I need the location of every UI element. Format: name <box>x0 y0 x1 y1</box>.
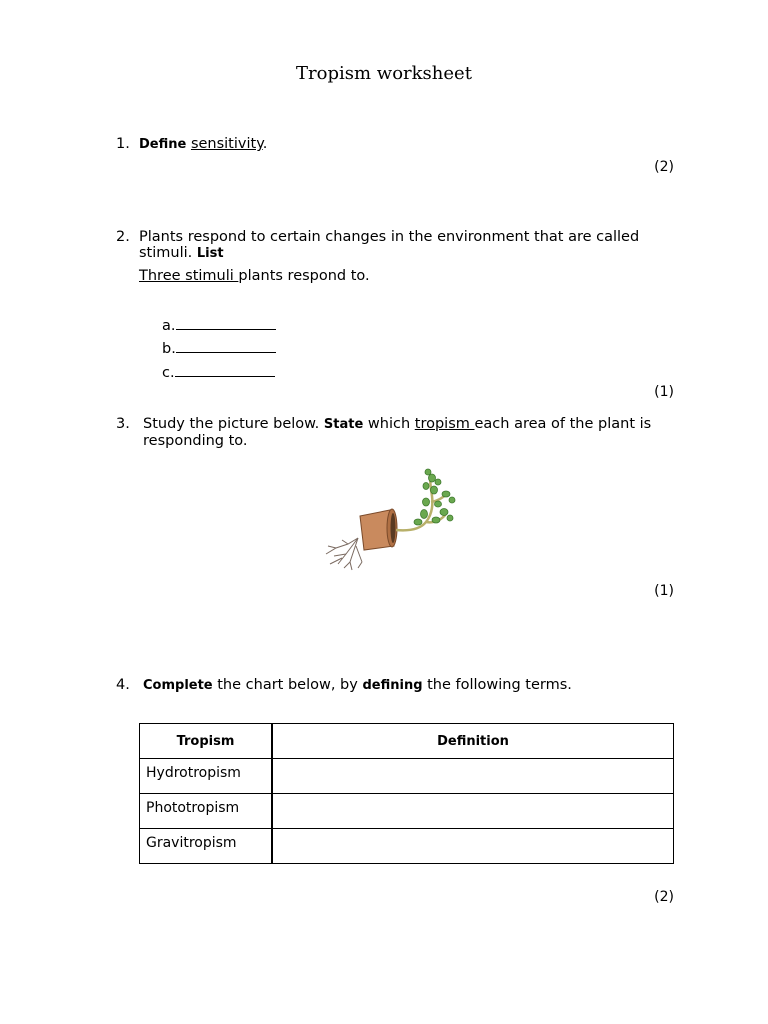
answer-line-b[interactable] <box>162 338 276 357</box>
answer-label-a: a. <box>162 318 176 334</box>
table-row <box>140 759 674 794</box>
roots-drawing <box>326 538 362 570</box>
q3-post: each area of the plant is <box>474 416 652 432</box>
table-row <box>140 794 674 829</box>
leaves-drawing <box>414 469 455 525</box>
table-row <box>140 829 674 864</box>
q2-line2: stimuli. <box>139 245 193 261</box>
table-header-row <box>140 724 674 759</box>
question-4-marks: (2) <box>654 889 674 905</box>
row-label-phototropism: Phototropism <box>140 794 273 829</box>
answer-line-c[interactable] <box>162 362 275 381</box>
q3-term: tropism <box>414 416 475 432</box>
q4-verb2: defining <box>362 678 423 693</box>
question-2-instruction <box>139 268 370 284</box>
question-1-text <box>139 136 267 152</box>
answer-label-c: c. <box>162 365 175 381</box>
question-3-marks: (1) <box>654 583 674 599</box>
question-1-marks: (2) <box>654 159 674 175</box>
q4-verb1: Complete <box>143 678 213 693</box>
page-title: Tropism worksheet <box>296 63 472 84</box>
q1-verb: Define <box>139 137 187 152</box>
header-tropism: Tropism <box>140 724 273 759</box>
plant-pot-image <box>318 466 463 574</box>
q3-mid: which <box>367 416 411 432</box>
answer-blank-b[interactable] <box>176 338 276 353</box>
q2-line1: Plants respond to certain changes in the environment that are called <box>139 229 640 245</box>
question-3-number: 3. <box>116 416 130 432</box>
question-2-marks: (1) <box>654 384 674 400</box>
header-definition: Definition <box>272 724 674 759</box>
q4-post: the following terms. <box>427 677 572 693</box>
q3-verb: State <box>323 417 364 432</box>
pot-drawing <box>360 509 397 550</box>
q2-verb: List <box>196 246 224 261</box>
row-label-gravitropism: Gravitropism <box>140 829 273 864</box>
question-2-number: 2. <box>116 229 130 245</box>
answer-label-b: b. <box>162 341 176 357</box>
definition-cell-phototropism[interactable] <box>272 794 674 829</box>
q1-term: sensitivity <box>190 136 263 152</box>
question-1-number: 1. <box>116 136 130 152</box>
answer-blank-c[interactable] <box>175 362 275 377</box>
q2-rest: plants respond to. <box>238 268 370 284</box>
q2-underlined: Three stimuli <box>139 268 239 284</box>
q3-pre: Study the picture below. <box>143 416 320 432</box>
question-4-text <box>143 677 572 693</box>
q4-mid: the chart below, by <box>217 677 358 693</box>
definition-cell-gravitropism[interactable] <box>272 829 674 864</box>
answer-line-a[interactable] <box>162 315 276 334</box>
tropism-chart <box>139 723 674 864</box>
question-3-text <box>143 416 651 449</box>
q1-end: . <box>262 136 268 152</box>
q3-line2: responding to. <box>143 433 248 449</box>
row-label-hydrotropism: Hydrotropism <box>140 759 273 794</box>
definition-cell-hydrotropism[interactable] <box>272 759 674 794</box>
question-4-number: 4. <box>116 677 130 693</box>
answer-blank-a[interactable] <box>176 315 276 330</box>
question-2-text <box>139 229 639 262</box>
